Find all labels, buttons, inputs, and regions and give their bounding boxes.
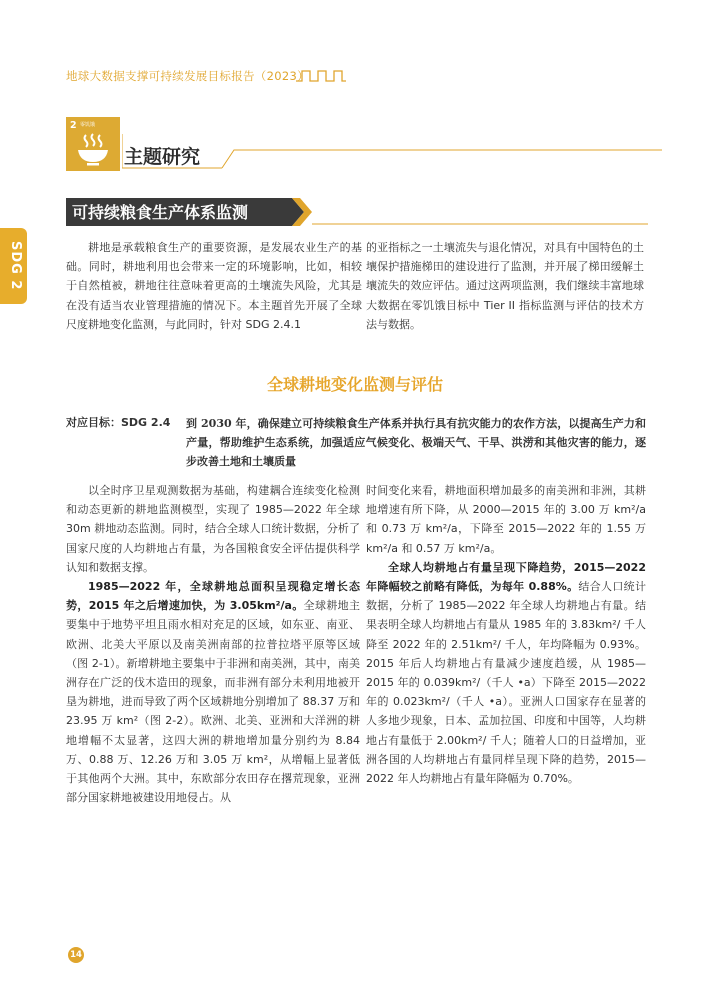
running-header: 地球大数据支撑可持续发展目标报告（2023） bbox=[66, 69, 309, 83]
bowl-icon bbox=[75, 131, 111, 167]
target-label: 对应目标：SDG 2.4 bbox=[66, 416, 171, 429]
main-left-highlight: 1985—2022 年，全球耕地总面积呈现稳定增长态势，2015 年之后增速加快，为 3.05km²/a。 bbox=[66, 580, 360, 613]
target-text: 到 2030 年，确保建立可持续粮食生产体系并执行具有抗灾能力的农作方法，以提高生产力和产量，帮助维护生态系统，加强适应气候变化、极端天气、干旱、洪涝和其他灾害的能力，逐步改善土地和土壤质量 bbox=[186, 417, 646, 468]
header-decoration bbox=[296, 69, 346, 83]
intro-left-paragraph: 耕地是承载粮食生产的重要资源，是发展农业生产的基础。同时，耕地利用也会带来一定的环境影响，比如，相较于自然植被，耕地往往意味着更高的土壤流失风险，尤其是在没有适当农业管理措施的情况下。本主题首先开展了全球尺度耕地变化监测，与此同时，针对 SDG 2.4.1 bbox=[66, 241, 362, 331]
page-number: 14 bbox=[68, 947, 84, 963]
main-right-column bbox=[366, 481, 646, 788]
intro-right-column bbox=[366, 238, 644, 334]
intro-right-paragraph: 的亚指标之一土壤流失与退化情况，对具有中国特色的土壤保护措施梯田的建设进行了监测，并开展了梯田缓解土壤流失的效应评估。通过这两项监测，我们继续丰富地球大数据在零饥饿目标中 Tier II 指标监测与评估的技术方法与数据。 bbox=[366, 241, 644, 331]
section-banner-title: 可持续粮食生产体系监测 bbox=[72, 203, 249, 222]
main-left-paragraph-2-text: 全球耕地主要集中于地势平坦且雨水相对充足的区域，如东亚、南亚、欧洲、北美大平原以及南美洲南部的拉普拉塔平原等区域（图 2-1）。新增耕地主要集中于非洲和南美洲，其中，南美洲存在广泛的伐木造田的现象，而非洲有部分未利用地被开垦为耕地，进而导致了两个区域耕地分别增加了 88.37 万和 23.95 万 km²（图 2-2）。欧洲、北美、亚洲和大洋洲的耕地增幅不太显著，这四大洲的耕地增加量分别约为 8.84 万、0.88 万、12.26 万和 3.05 万 km²，从增幅上显著低于其他两个大洲。其中，东欧部分农田存在撂荒现象，亚洲部分国家耕地被建设用地侵占。从 bbox=[66, 599, 361, 805]
main-right-paragraph-2 bbox=[366, 558, 646, 788]
subsection-title: 全球耕地变化监测与评估 bbox=[266, 375, 443, 394]
sdg-badge bbox=[66, 117, 120, 171]
main-right-highlight: 全球人均耕地占有量呈现下降趋势，2015—2022 年降幅较之前略有降低，为每年 0.88%。 bbox=[366, 560, 646, 594]
theme-underline bbox=[122, 132, 662, 170]
main-right-paragraph-2-text: 结合人口统计数据，分析了 1985—2022 年全球人均耕地占有量。结果表明全球人均耕地占有量从 1985 年的 3.83km²/ 千人降至 2022 年的 2.51km²/ 千人，年均降幅为 0.93%。2015 年后人均耕地占有量减少速度趋缓，从 1985—2015 年的 0.039km²/（千人 •a）下降至 2015—2022 年的 0.023km²/（千人 •a）。亚洲人口国家存在显著的人多地少现象，日本、孟加拉国、印度和中国等，人均耕地占有量低于 2.00km²/ 千人；随着人口的日益增加，亚洲各国的人均耕地占有量同样呈现下降的趋势，2015—2022 年人均耕地占有量年降幅为 0.70%。 bbox=[366, 580, 646, 786]
side-tab bbox=[0, 228, 27, 304]
main-left-paragraph-2 bbox=[66, 577, 360, 807]
main-left-column bbox=[66, 481, 360, 807]
sdg-badge-number: 2 bbox=[70, 120, 77, 131]
side-tab-label: SDG 2 bbox=[8, 241, 23, 291]
main-left-paragraph-1: 以全时序卫星观测数据为基础，构建耦合连续变化检测和动态更新的耕地监测模型，实现了 1985—2022 年全球 30m 耕地动态监测。同时，结合全球人口统计数据，分析了国家尺度的人均耕地占有量，为各国粮食安全评估提供科学认知和数据支撑。 bbox=[66, 484, 360, 574]
sdg-badge-word: 零饥饿 bbox=[80, 122, 96, 128]
main-right-paragraph-1: 时间变化来看，耕地面积增加最多的南美洲和非洲，其耕地增速有所下降，从 2000—2015 年的 3.00 万 km²/a 和 0.73 万 km²/a，下降至 2015—2022 年的 1.55 万 km²/a 和 0.57 万 km²/a。 bbox=[366, 484, 646, 555]
theme-title: 主题研究 bbox=[124, 146, 201, 168]
intro-left-column bbox=[66, 238, 362, 334]
